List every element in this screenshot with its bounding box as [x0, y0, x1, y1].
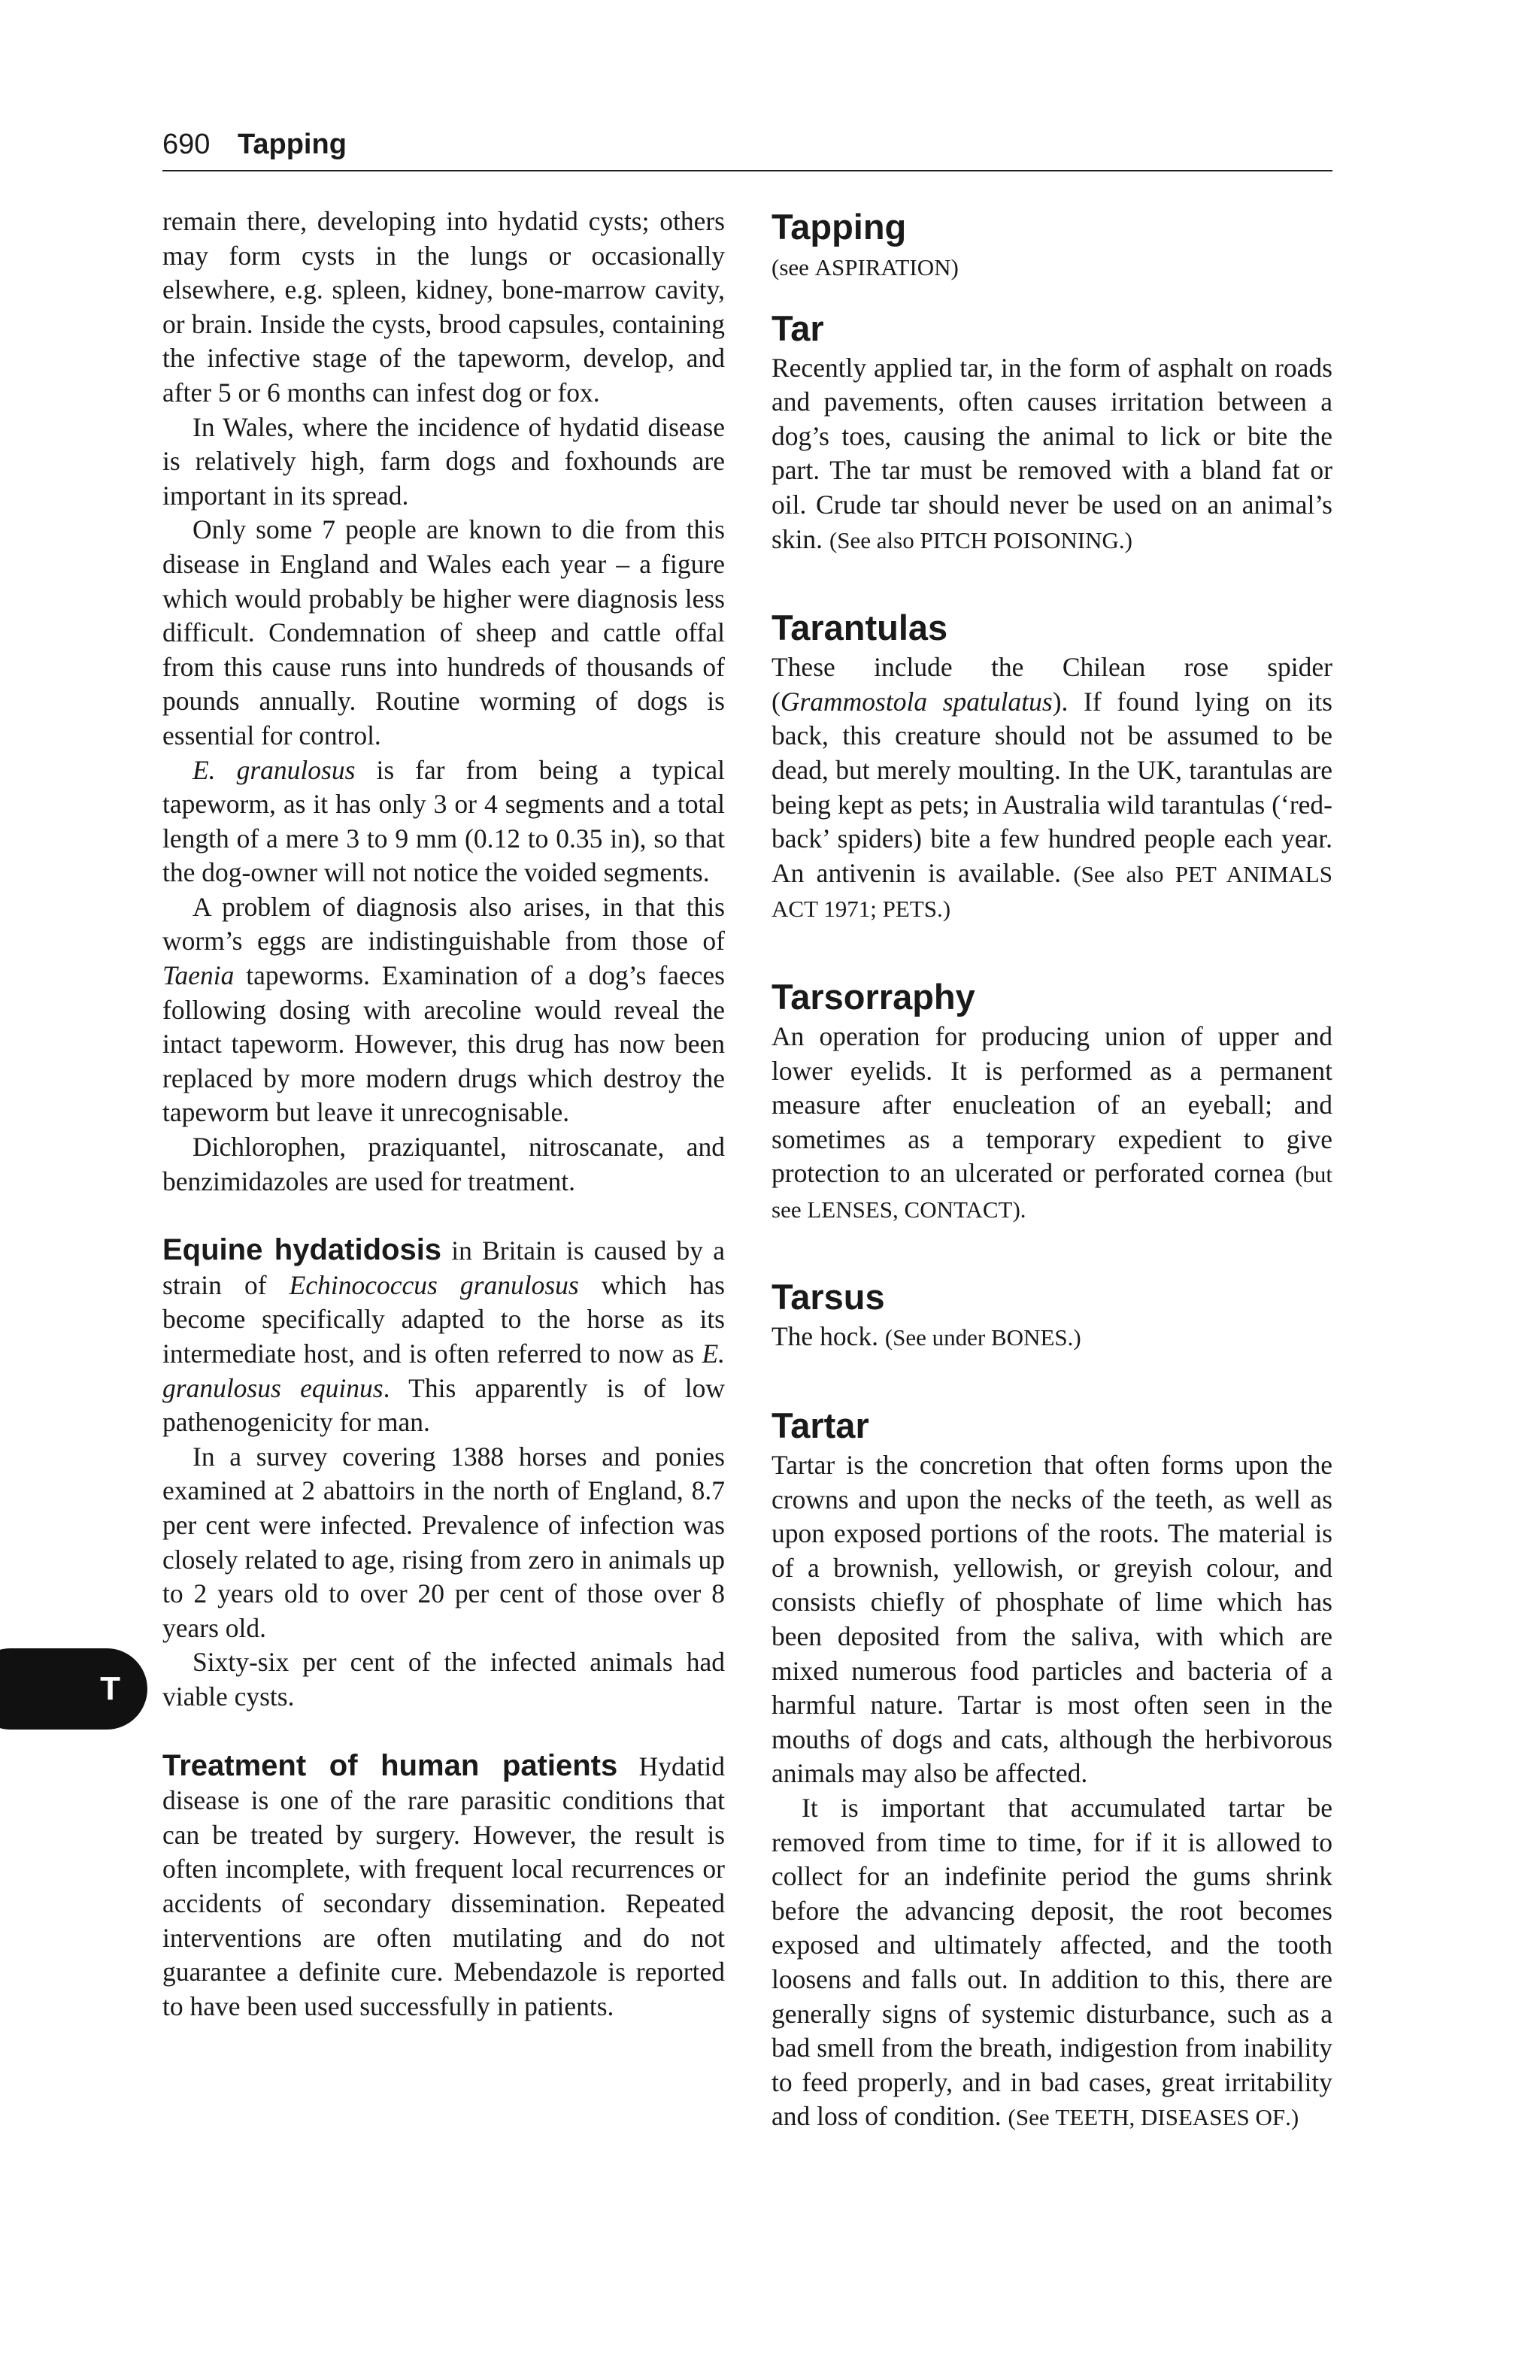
see-ref: LENSES, CONTACT: [807, 1196, 1013, 1223]
see-text: ).: [1012, 1196, 1026, 1223]
cross-reference: [772, 250, 1332, 285]
entry-title-tarantulas: Tarantulas: [772, 608, 948, 648]
italic-term: E. granulosus: [192, 754, 356, 785]
italic-term: Grammostola spatulatus: [780, 686, 1053, 717]
see-text: (see: [772, 254, 815, 280]
paragraph: [772, 1320, 1332, 1355]
see-text: (See also: [829, 526, 920, 553]
paragraph-text: is far from being a typical tapeworm, as it has only 3 or 4 segments and a total length of a mere 3 to 9 mm (0.12 to 0.35 in), so that the dog-owner will not notice the voided segments.: [162, 754, 725, 888]
running-head: [162, 126, 1332, 171]
run-in-heading: Equine hydatidosis: [162, 1233, 442, 1267]
paragraph: [162, 753, 725, 890]
italic-term: Taenia: [162, 960, 235, 991]
entry-title-tarsorraphy: Tarsorraphy: [772, 976, 975, 1017]
paragraph-text: A problem of diagnosis also arises, in that this worm’s eggs are indistinguishable from those of: [162, 891, 725, 957]
see-ref: ASPIRATION: [814, 254, 951, 280]
entry-title-tar: Tar: [772, 308, 824, 348]
paragraph-text: ). If found lying on its back, this creature should not be assumed to be dead, but merely moulting. In the UK, tarantulas are being kept as pets; in Australia wild tarantulas (‘red-back’ spiders) bite a few hundred people each year. An antivenin is available.: [772, 686, 1332, 888]
see-text: .): [1118, 526, 1132, 553]
paragraph-text: . This apparently is of low pathenogenicity for man.: [162, 1372, 725, 1438]
see-text: (See: [1008, 2104, 1056, 2131]
paragraph: In a survey covering 1388 horses and ponies examined at 2 abattoirs in the north of England, 8.7 per cent were infected. Prevalence of infection was closely related to age, rising from zero in animals up to 2 years old to over 20 per cent of those over 8 years old.: [162, 1441, 725, 1643]
paragraph: Sixty-six per cent of the infected animals had viable cysts.: [162, 1647, 725, 1711]
see-text: (See also: [1073, 860, 1175, 887]
right-column: [772, 205, 1332, 2135]
paragraph: Tartar is the concretion that often forms upon the crowns and upon the necks of the teeth, as well as upon exposed portions of the roots. The material is of a brownish, yellowish, or greyish colour, and consists chiefly of phosphate of lime which has been deposited from the saliva, with which are mixed numerous food particles and bacteria of a harmful nature. Tartar is most often seen in the mouths of dogs and cats, although the herbivorous animals may also be affected.: [772, 1450, 1332, 1789]
see-text: ): [950, 254, 959, 280]
paragraph: [772, 1791, 1332, 2135]
paragraph-text: The hock.: [772, 1321, 885, 1352]
paragraph-text: Hydatid disease is one of the rare parasitic conditions that can be treated by surgery. However, the result is often incomplete, with frequent local recurrences or accidents of secondary dissemination. Repeated interventions are often mutilating and do not guarantee a definite cure. Mebendazole is reported to have been used successfully in patients.: [162, 1751, 725, 2021]
see-ref: PETS: [882, 896, 937, 923]
paragraph-text: These include the Chilean rose spider (: [772, 652, 1332, 717]
paragraph-text: tapeworms. Examination of a dog’s faeces following dosing with arecoline would reveal the intact tapeworm. However, this drug has now been replaced by more modern drugs which destroy the tapeworm but leave it unrecognisable.: [162, 960, 725, 1128]
see-text: .): [936, 896, 951, 923]
see-text: (but see: [772, 1161, 1332, 1223]
left-column: [162, 205, 725, 2024]
paragraph: In Wales, where the incidence of hydatid disease is relatively high, farm dogs and foxhounds are important in its spread.: [162, 411, 725, 511]
see-text: .): [1285, 2104, 1299, 2131]
page-number: 690: [162, 129, 211, 160]
run-in-heading: Treatment of human patients: [162, 1748, 618, 1782]
see-ref: PET ANIMALS ACT 1971: [772, 860, 1332, 923]
paragraph: remain there, developing into hydatid cysts; others may form cysts in the lungs or occasionally elsewhere, e.g. spleen, kidney, bone-marrow cavity, or brain. Inside the cysts, brood capsules, containing the infective stage of the tapeworm, develop, and after 5 or 6 months can infest dog or fox.: [162, 206, 725, 408]
paragraph: [162, 890, 725, 1130]
see-ref: TEETH, DISEASES OF: [1055, 2104, 1286, 2131]
paragraph-text: An operation for producing union of upper and lower eyelids. It is performed as a permanent measure after enucleation of an eyeball; and sometimes as a temporary expedient to give protection to an ulcerated or perforated cornea: [772, 1020, 1332, 1189]
see-ref: BONES: [991, 1324, 1068, 1351]
paragraph-text: in Britain is caused by a strain of: [162, 1235, 725, 1300]
paragraph-text: which has become specifically adapted to the horse as its intermediate host, and is often referred to now as: [162, 1269, 725, 1369]
entry-title-tarsus: Tarsus: [772, 1277, 885, 1317]
see-text: ;: [870, 896, 883, 923]
entry-title-tartar: Tartar: [772, 1405, 869, 1446]
italic-term: E. granulosus equinus: [162, 1339, 725, 1403]
paragraph: [772, 650, 1332, 926]
paragraph-text: Recently applied tar, in the form of asphalt on roads and pavements, often causes irritation between a dog’s toes, causing the animal to lick or bite the part. The tar must be removed with a bland fat or oil. Crude tar should never be used on an animal’s skin.: [772, 352, 1332, 554]
paragraph: Dichlorophen, praziquantel, nitroscanate, and benzimidazoles are used for treatment.: [162, 1132, 725, 1196]
paragraph: [772, 351, 1332, 558]
paragraph: [772, 1020, 1332, 1227]
running-head-title: Tapping: [237, 129, 347, 160]
paragraph-text: It is important that accumulated tartar be removed from time to time, for if it is allowed to collect for an indefinite period the gums shrink before the advancing deposit, the root becomes exposed and ultimately affected, and the tooth loosens and falls out. In addition to this, there are generally signs of systemic disturbance, such as a bad smell from the breath, indigestion from inability to feed properly, and in bad cases, great irritability and loss of condition.: [772, 1793, 1332, 2132]
entry-title-tapping: Tapping: [772, 207, 907, 247]
paragraph: Only some 7 people are known to die from this disease in England and Wales each year – a figure which would probably be higher were diagnosis less difficult. Condemnation of sheep and cattle offal from this cause runs into hundreds of thousands of pounds annually. Routine worming of dogs is essential for control.: [162, 514, 725, 750]
italic-term: Echinococcus granulosus: [289, 1269, 579, 1300]
see-text: (See under: [884, 1324, 991, 1351]
treatment-paragraph: [162, 1749, 725, 2024]
see-ref: PITCH POISONING: [920, 526, 1119, 553]
see-text: .): [1067, 1324, 1081, 1351]
equine-hydatidosis-paragraph: [162, 1233, 725, 1440]
thumb-index-tab: T: [0, 1648, 147, 1730]
